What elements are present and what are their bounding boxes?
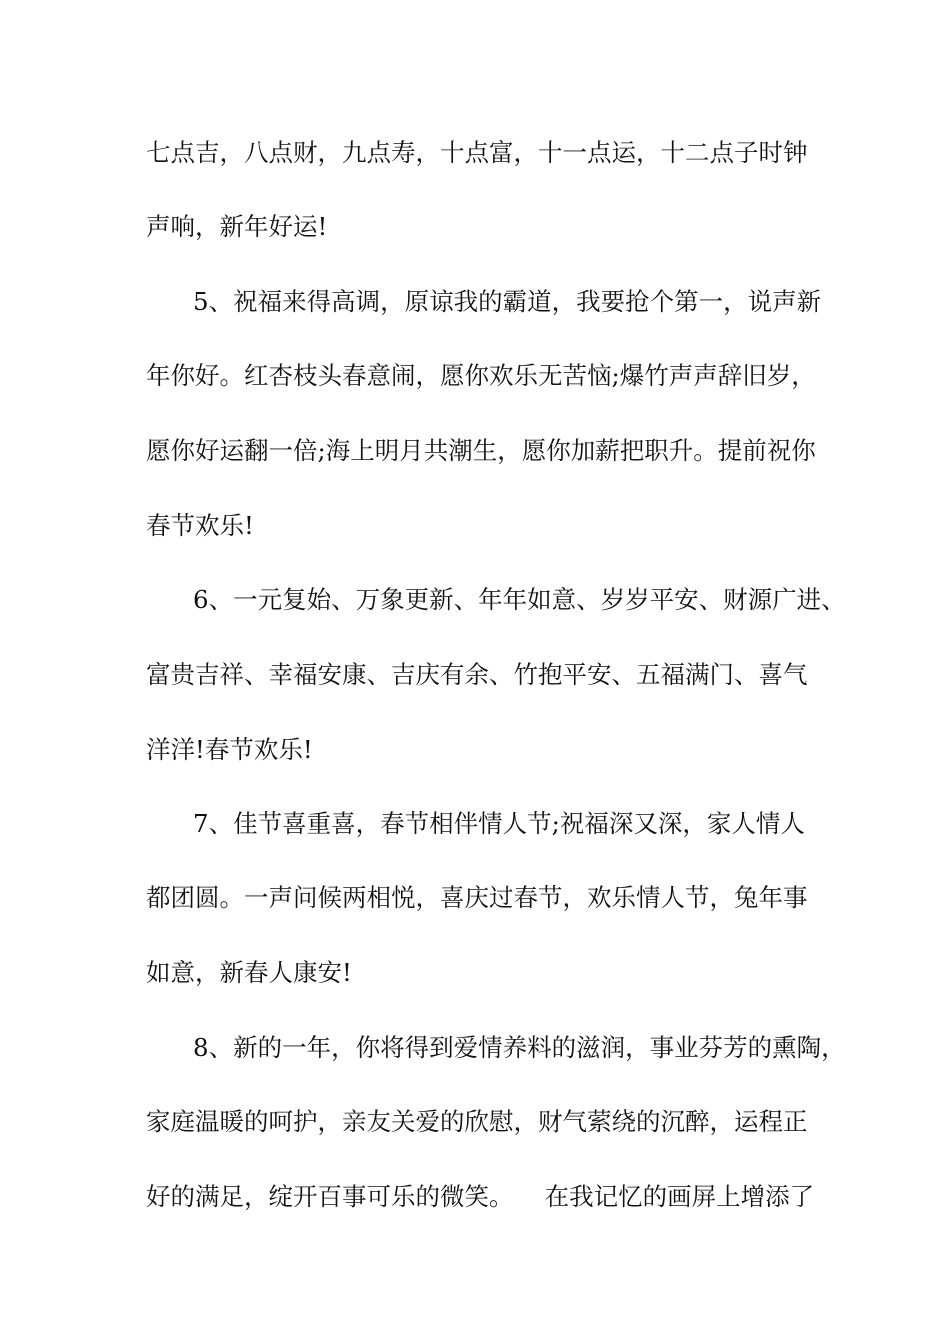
paragraph-6-line-2: 富贵吉祥、幸福安康、吉庆有余、竹抱平安、五福满门、喜气 xyxy=(146,660,808,689)
paragraph-7-line-2: 都团圆。一声问候两相悦，喜庆过春节，欢乐情人节，兔年事 xyxy=(146,883,808,912)
paragraph-7-line-3: 如意，新春人康安! xyxy=(146,958,352,987)
paragraph-6-line-1: 6、一元复始、万象更新、年年如意、岁岁平安、财源广进、 xyxy=(193,585,846,614)
paragraph-8-line-2: 家庭温暖的呵护，亲友关爱的欣慰，财气萦绕的沉醉，运程正 xyxy=(146,1107,808,1136)
paragraph-5-line-4: 春节欢乐! xyxy=(146,511,254,540)
paragraph-5-line-1: 5、祝福来得高调，原谅我的霸道，我要抢个第一，说声新 xyxy=(193,287,822,316)
paragraph-8-line-3: 好的满足，绽开百事可乐的微笑。 在我记忆的画屏上增添了 xyxy=(146,1182,815,1211)
paragraph-5-line-2: 年你好。红杏枝头春意闹，愿你欢乐无苦恼;爆竹声声辞旧岁， xyxy=(146,361,816,390)
paragraph-6-line-3: 洋洋!春节欢乐! xyxy=(146,735,313,764)
text-line-1: 七点吉，八点财，九点寿，十点富，十一点运，十二点子时钟 xyxy=(146,138,808,167)
text-line-2: 声响，新年好运! xyxy=(146,212,328,241)
paragraph-7-line-1: 7、佳节喜重喜，春节相伴情人节;祝福深又深，家人情人 xyxy=(193,809,805,838)
paragraph-8-line-1: 8、新的一年，你将得到爱情养料的滋润，事业芬芳的熏陶， xyxy=(193,1033,846,1062)
paragraph-5-line-3: 愿你好运翻一倍;海上明月共潮生，愿你加薪把职升。提前祝你 xyxy=(146,436,816,465)
